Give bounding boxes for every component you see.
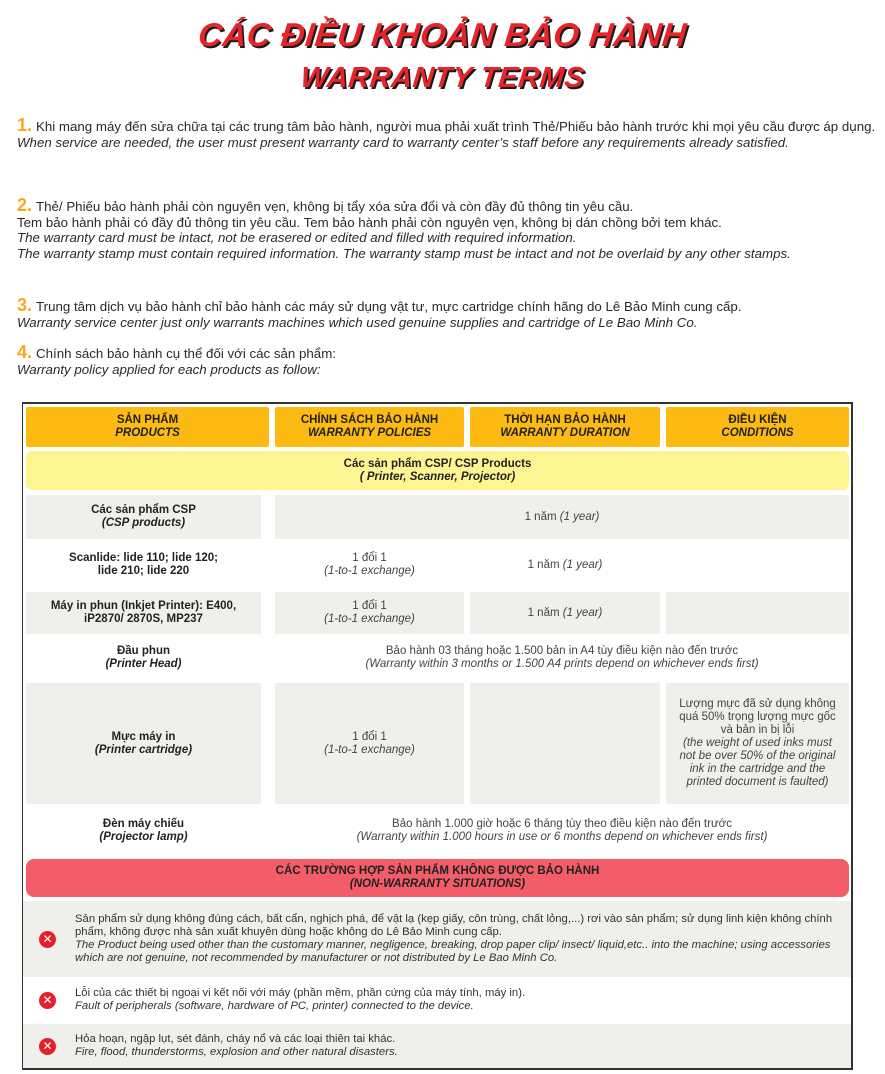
term-4 bbox=[17, 342, 883, 377]
page-title-vietnamese: CÁC ĐIỀU KHOẢN BẢO HÀNH bbox=[196, 16, 689, 53]
x-circle-icon: ✕ bbox=[39, 992, 56, 1009]
term-2 bbox=[17, 195, 883, 261]
row-csp-duration-merged: 1 năm (1 year) bbox=[275, 495, 849, 539]
term-text-vi-2: Tem bảo hành phải có đầy đủ thông tin yêu cầu. Tem bảo hành phải còn nguyên vẹn, không bị dán chồng bởi tem khác. bbox=[17, 214, 722, 230]
term-text-en-2: The warranty stamp must contain required information. The warranty stamp must be intact and not be overlaid by any other stamps. bbox=[17, 245, 791, 261]
header-warranty-duration: THỜI HẠN BẢO HÀNH WARRANTY DURATION bbox=[470, 407, 660, 447]
row-inkjet-condition bbox=[666, 592, 849, 634]
row-scanlide-duration: 1 năm (1 year) bbox=[527, 558, 603, 571]
term-text-vi: Trung tâm dịch vụ bảo hành chỉ bảo hành các máy sử dụng vật tư, mực cartridge chính hãng do Lê Bảo Minh cung cấp. bbox=[36, 299, 742, 314]
term-number: 2. bbox=[17, 195, 33, 215]
row-cartridge-duration bbox=[470, 683, 660, 804]
section-non-warranty: CÁC TRƯỜNG HỢP SẢN PHẨM KHÔNG ĐƯỢC BẢO HÀNH (NON-WARRANTY SITUATIONS) bbox=[26, 859, 849, 897]
term-text-en: Warranty service center just only warrants machines which used genuine supplies and cartridge of Le Bao Minh Co. bbox=[17, 314, 698, 330]
warranty-table bbox=[22, 402, 853, 1070]
term-number: 4. bbox=[17, 342, 33, 362]
term-text-en: The warranty card must be intact, not be erasered or edited and filled with required information. bbox=[17, 230, 577, 245]
term-text-vi: Chính sách bảo hành cụ thể đối với các sản phẩm: bbox=[36, 346, 336, 361]
x-circle-icon: ✕ bbox=[39, 931, 56, 948]
term-number: 3. bbox=[17, 295, 33, 315]
non-warranty-item: ✕ Sản phẩm sử dụng không đúng cách, bất cẩn, nghịch phá, để vật lạ (kẹp giấy, côn trùng, chất lỏng,...) rơi vào sản phẩm; sử dụng linh kiện không chính phẩm, không được nhà sản xuất khuyên dùng hoặc không do Lê Bảo Minh cung cấp. The Product being used other than the customary manner, negligence, breaking, drop paper clip/ insect/ liquid,etc.. into the machine; using accessories which are not genuine, not recommended by manufacturer or not distributed by Le Bao Minh Co. bbox=[23, 901, 851, 977]
row-inkjet-product: Máy in phun (Inkjet Printer): E400, iP2870/ 2870S, MP237 bbox=[26, 592, 261, 634]
term-3 bbox=[17, 295, 883, 330]
term-text-en: When service are needed, the user must present warranty card to warranty center’s staff before any requirements already satisfied. bbox=[17, 134, 789, 150]
non-warranty-item: ✕ Lỗi của các thiết bị ngoại vi kết nối với máy (phần mềm, phần cứng của máy tính, máy in). Fault of peripherals (software, hardware of PC, printer) connected to the device. bbox=[23, 980, 851, 1020]
term-number: 1. bbox=[17, 115, 33, 135]
non-warranty-item: ✕ Hỏa hoạn, ngập lụt, sét đánh, cháy nổ và các loại thiên tai khác. Fire, flood, thunderstorms, explosion and other natural disasters. bbox=[23, 1024, 851, 1068]
term-text-vi: Khi mang máy đến sửa chữa tại các trung tâm bảo hành, người mua phải xuất trình Thẻ/Phiếu bảo hành trước khi mọi yêu cầu được áp dụng. bbox=[36, 119, 876, 134]
row-projector-lamp-merged: Bảo hành 1.000 giờ hoặc 6 tháng tùy theo điều kiện nào đến trước (Warranty within 1.000 hours in use or 6 months depend on whichever ends first) bbox=[356, 817, 768, 843]
header-conditions: ĐIỀU KIỆN CONDITIONS bbox=[666, 407, 849, 447]
row-printer-head-merged: Bảo hành 03 tháng hoặc 1.500 bản in A4 tùy điều kiện nào đến trước (Warranty within 3 months or 1.500 A4 prints depend on whichever ends first) bbox=[365, 645, 759, 670]
row-scanlide-product: Scanlide: lide 110; lide 120; lide 210; lide 220 bbox=[69, 552, 218, 577]
term-1 bbox=[17, 115, 883, 150]
row-printer-head-product: Đầu phun (Printer Head) bbox=[105, 645, 182, 670]
row-cartridge-policy: 1 đổi 1 (1-to-1 exchange) bbox=[275, 683, 464, 804]
x-circle-icon: ✕ bbox=[39, 1038, 56, 1055]
row-cartridge-condition: Lượng mực đã sử dụng không quá 50% trọng lượng mực gốc và bản in bị lỗi (the weight of used inks must not be over 50% of the original ink in the cartridge and the printed document is faulted) bbox=[666, 683, 849, 804]
header-warranty-policies: CHÍNH SÁCH BẢO HÀNH WARRANTY POLICIES bbox=[275, 407, 464, 447]
row-inkjet-duration: 1 năm (1 year) bbox=[470, 592, 660, 634]
row-inkjet-policy: 1 đổi 1 (1-to-1 exchange) bbox=[275, 592, 464, 634]
term-text-vi: Thẻ/ Phiếu bảo hành phải còn nguyên vẹn, không bị tẩy xóa sửa đổi và còn đầy đủ thông tin yêu cầu. bbox=[36, 199, 634, 214]
page-title-english: WARRANTY TERMS bbox=[299, 62, 587, 94]
row-cartridge-product: Mực máy in (Printer cartridge) bbox=[26, 683, 261, 804]
row-scanlide-policy: 1 đổi 1 (1-to-1 exchange) bbox=[324, 552, 415, 577]
term-text-en: Warranty policy applied for each products as follow: bbox=[17, 361, 321, 377]
row-projector-lamp-product: Đèn máy chiếu (Projector lamp) bbox=[99, 817, 188, 843]
row-csp-product: Các sản phẩm CSP (CSP products) bbox=[26, 495, 261, 539]
header-products: SẢN PHẨM PRODUCTS bbox=[26, 407, 269, 447]
section-csp-products: Các sản phẩm CSP/ CSP Products ( Printer, Scanner, Projector) bbox=[26, 451, 849, 490]
